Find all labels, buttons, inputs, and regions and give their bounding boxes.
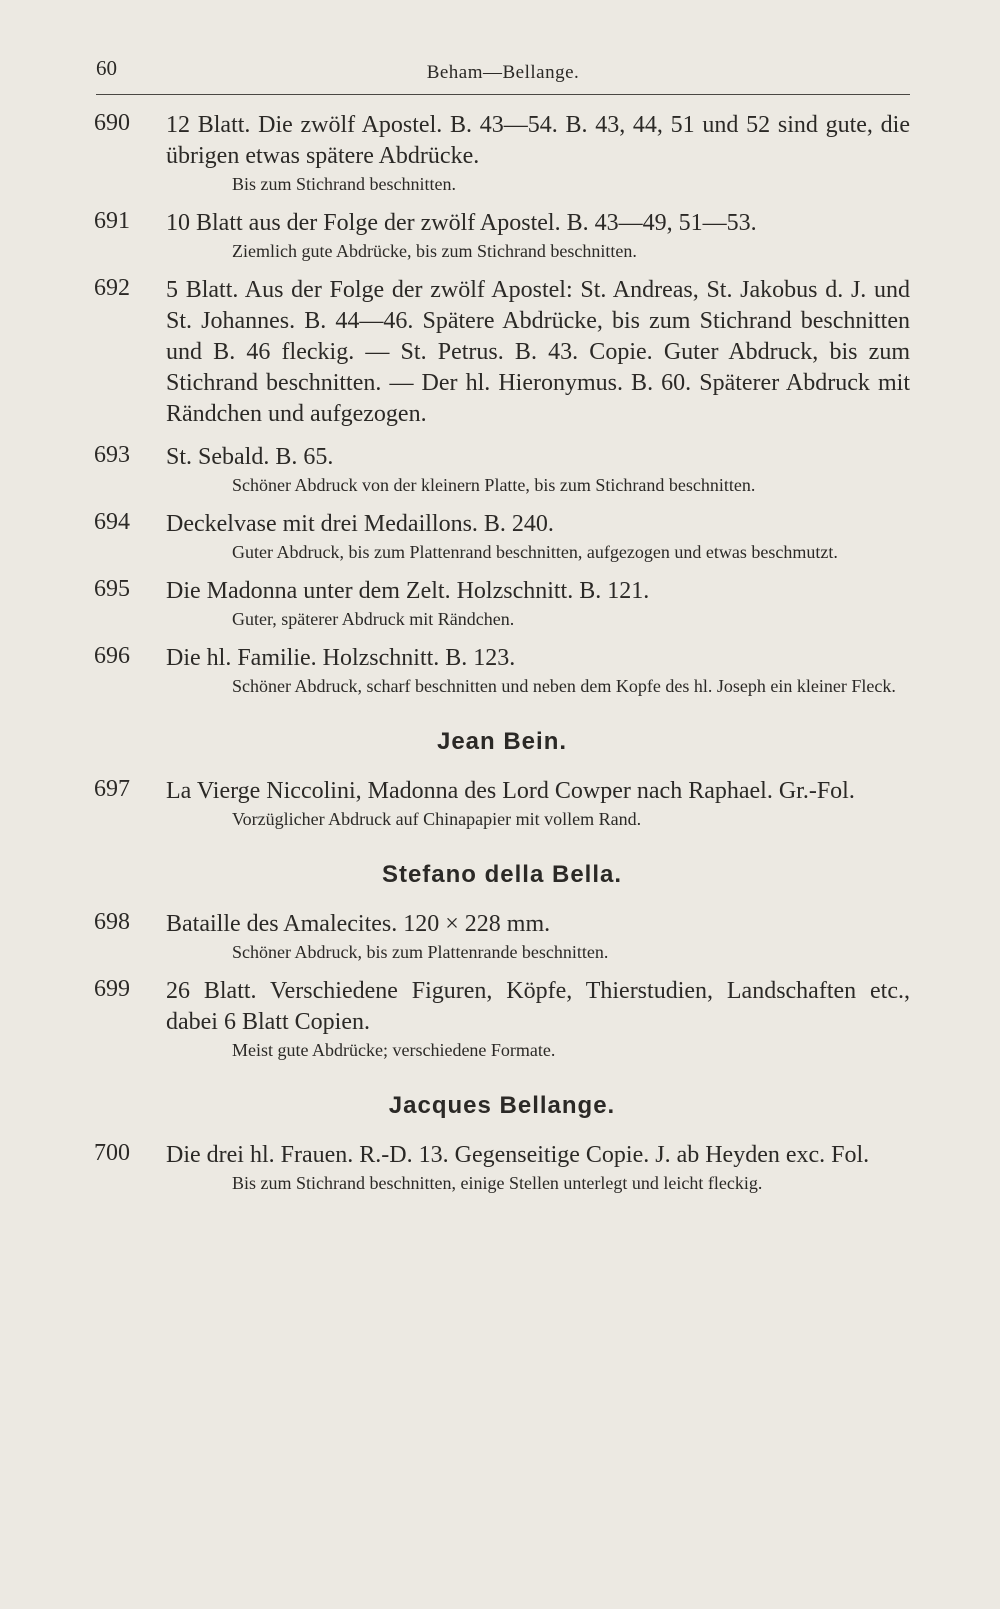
entry-note: Guter Abdruck, bis zum Plattenrand beschnitten, aufgezogen und etwas beschmutzt. bbox=[232, 542, 838, 562]
entry-title: 12 Blatt. Die zwölf Apostel. B. 43—54. B. 43, 44, 51 und 52 sind gute, die übrigen etwas spätere Abdrücke. bbox=[166, 112, 910, 169]
header-rule bbox=[96, 94, 910, 95]
catalog-entry bbox=[94, 442, 910, 497]
entry-title: 26 Blatt. Verschiedene Figuren, Köpfe, Thierstudien, Landschaften etc., dabei 6 Blatt Copien. bbox=[166, 978, 910, 1035]
catalog-entry bbox=[94, 208, 910, 263]
entry-title: Die hl. Familie. Holzschnitt. B. 123. bbox=[166, 645, 516, 671]
entry-title: La Vierge Niccolini, Madonna des Lord Cowper nach Raphael. Gr.-Fol. bbox=[166, 778, 855, 804]
catalog-entry bbox=[94, 509, 910, 564]
entry-number: 695 bbox=[94, 576, 130, 602]
section-heading-jean-bein: Jean Bein. bbox=[436, 728, 568, 755]
entry-note: Guter, späterer Abdruck mit Rändchen. bbox=[232, 609, 515, 629]
entry-title: 10 Blatt aus der Folge der zwölf Apostel. B. 43—49, 51—53. bbox=[166, 210, 757, 236]
running-head: Beham—Bellange. bbox=[426, 62, 580, 83]
entries-beham bbox=[94, 110, 910, 698]
entry-number: 690 bbox=[94, 110, 130, 136]
page-number: 60 bbox=[96, 56, 117, 80]
entry-number: 698 bbox=[94, 909, 130, 935]
entry-note: Bis zum Stichrand beschnitten, einige Stellen unterlegt und leicht fleckig. bbox=[232, 1173, 763, 1193]
entry-note: Bis zum Stichrand beschnitten. bbox=[232, 174, 456, 194]
entry-note: Vorzüglicher Abdruck auf Chinapapier mit vollem Rand. bbox=[232, 809, 642, 829]
entry-title: 5 Blatt. Aus der Folge der zwölf Apostel: St. Andreas, St. Jakobus d. J. und St. Johannes. B. 44—46. Spätere Abdrücke, bis zum Stichrand beschnitten und B. 46 fleckig. — St. Petrus. B. 43. Copie. Guter Abdruck, bis zum Stichrand beschnitten. — Der hl. Hieronymus. B. 60. Späterer Abdruck mit Rändchen und aufgezogen. bbox=[166, 277, 910, 427]
catalog-entry bbox=[94, 776, 910, 831]
catalog-entry bbox=[94, 976, 910, 1062]
entries-della-bella bbox=[94, 909, 910, 1062]
section-heading-jacques-bellange: Jacques Bellange. bbox=[388, 1092, 616, 1119]
entry-number: 697 bbox=[94, 776, 130, 802]
entry-title: Die drei hl. Frauen. R.-D. 13. Gegenseitige Copie. J. ab Heyden exc. Fol. bbox=[166, 1142, 870, 1168]
entry-title: Die Madonna unter dem Zelt. Holzschnitt. B. 121. bbox=[166, 578, 650, 604]
catalog-entry bbox=[94, 643, 910, 698]
catalog-content bbox=[94, 110, 910, 1207]
entry-title: St. Sebald. B. 65. bbox=[166, 444, 334, 470]
section-heading-stefano-della-bella: Stefano della Bella. bbox=[381, 861, 623, 888]
entry-note: Schöner Abdruck, bis zum Plattenrande beschnitten. bbox=[232, 942, 609, 962]
entry-number: 692 bbox=[94, 275, 130, 301]
entries-bein bbox=[94, 776, 910, 831]
entry-note: Schöner Abdruck von der kleinern Platte, bis zum Stichrand beschnitten. bbox=[232, 475, 756, 495]
entry-number: 696 bbox=[94, 643, 130, 669]
entries-bellange bbox=[94, 1140, 910, 1195]
entry-title: Bataille des Amalecites. 120 × 228 mm. bbox=[166, 911, 551, 937]
entry-note: Meist gute Abdrücke; verschiedene Formate. bbox=[232, 1040, 556, 1060]
catalog-entry bbox=[94, 1140, 910, 1195]
entry-number: 693 bbox=[94, 442, 130, 468]
entry-title: Deckelvase mit drei Medaillons. B. 240. bbox=[166, 511, 554, 537]
catalog-entry bbox=[94, 110, 910, 196]
catalog-entry bbox=[94, 275, 910, 430]
entry-note: Schöner Abdruck, scharf beschnitten und neben dem Kopfe des hl. Joseph ein kleiner Fleck. bbox=[232, 676, 896, 696]
entry-number: 700 bbox=[94, 1140, 130, 1166]
entry-note: Ziemlich gute Abdrücke, bis zum Stichrand beschnitten. bbox=[232, 241, 637, 261]
catalog-entry bbox=[94, 909, 910, 964]
entry-number: 691 bbox=[94, 208, 130, 234]
catalog-entry bbox=[94, 576, 910, 631]
page-header bbox=[96, 56, 910, 96]
entry-number: 699 bbox=[94, 976, 130, 1002]
entry-number: 694 bbox=[94, 509, 130, 535]
